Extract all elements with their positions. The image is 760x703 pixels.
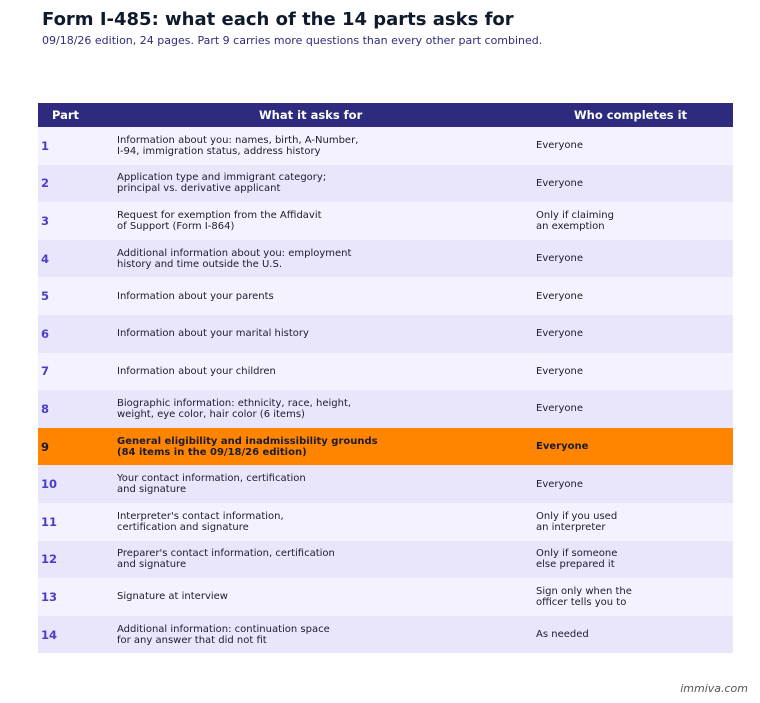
cell-who-completes-it: Only if someone else prepared it <box>536 548 618 571</box>
cell-what-it-asks-for: Request for exemption from the Affidavit of Support (Form I-864) <box>117 209 322 232</box>
cell-what-it-asks-for: Information about your parents <box>117 290 274 302</box>
cell-part: 10 <box>41 477 58 492</box>
table-row-highlighted <box>38 428 733 466</box>
cell-what-it-asks-for: Preparer's contact information, certification and signature <box>117 548 335 571</box>
cell-who-completes-it: Everyone <box>536 253 584 265</box>
cell-part: 3 <box>41 213 50 228</box>
cell-what-it-asks-for: Additional information about you: employment history and time outside the U.S. <box>117 247 352 270</box>
cell-part: 9 <box>41 439 50 454</box>
cell-who-completes-it: Everyone <box>536 290 584 302</box>
cell-what-it-asks-for: Information about you: names, birth, A-Number, I-94, immigration status, address history <box>117 134 359 157</box>
table-row <box>38 315 733 353</box>
table-row <box>38 465 733 503</box>
source-credit: immiva.com <box>680 682 748 695</box>
cell-what-it-asks-for: Application type and immigrant category; principal vs. derivative applicant <box>117 172 327 195</box>
table-row <box>38 578 733 616</box>
cell-what-it-asks-for: Information about your marital history <box>117 328 309 340</box>
cell-what-it-asks-for: Signature at interview <box>117 591 228 603</box>
cell-part: 13 <box>41 589 58 604</box>
cell-part: 4 <box>41 251 50 266</box>
cell-who-completes-it: Everyone <box>536 441 589 453</box>
cell-who-completes-it: Only if claiming an exemption <box>536 209 614 232</box>
cell-part: 1 <box>41 138 50 153</box>
cell-who-completes-it: Sign only when the officer tells you to <box>536 585 632 608</box>
cell-who-completes-it: Everyone <box>536 365 584 377</box>
cell-what-it-asks-for: Your contact information, certification and signature <box>117 473 306 496</box>
cell-what-it-asks-for: Biographic information: ethnicity, race, height, weight, eye color, hair color (6 items) <box>117 397 352 420</box>
cell-what-it-asks-for: Additional information: continuation space for any answer that did not fit <box>117 623 330 646</box>
table-row <box>38 202 733 240</box>
cell-part: 7 <box>41 364 50 379</box>
header-part: Part <box>52 108 80 122</box>
cell-part: 12 <box>41 552 58 567</box>
table-row <box>38 390 733 428</box>
cell-who-completes-it: Everyone <box>536 177 584 189</box>
cell-who-completes-it: Everyone <box>536 478 584 490</box>
cell-what-it-asks-for: Interpreter's contact information, certification and signature <box>117 510 284 533</box>
table-row <box>38 277 733 315</box>
table-row <box>38 616 733 654</box>
table-row <box>38 240 733 278</box>
cell-part: 2 <box>41 176 50 191</box>
cell-who-completes-it: Everyone <box>536 403 584 415</box>
table-row <box>38 127 733 165</box>
chart-subtitle: 09/18/26 edition, 24 pages. Part 9 carries more questions than every other part combined. <box>42 34 543 47</box>
cell-part: 14 <box>41 627 58 642</box>
cell-what-it-asks-for: General eligibility and inadmissibility grounds (84 items in the 09/18/26 edition) <box>117 435 378 458</box>
cell-who-completes-it: As needed <box>536 629 589 641</box>
table-body <box>38 127 733 653</box>
table-row <box>38 353 733 391</box>
cell-part: 11 <box>41 514 58 529</box>
table-row <box>38 503 733 541</box>
header-what-it-asks-for: What it asks for <box>259 108 363 122</box>
table-header <box>38 103 733 127</box>
header-who-completes-it: Who completes it <box>574 108 688 122</box>
cell-part: 6 <box>41 326 50 341</box>
parts-table <box>38 103 733 653</box>
cell-who-completes-it: Only if you used an interpreter <box>536 510 618 533</box>
cell-what-it-asks-for: Information about your children <box>117 365 276 377</box>
table-row <box>38 165 733 203</box>
cell-part: 8 <box>41 401 50 416</box>
cell-part: 5 <box>41 289 50 304</box>
chart-title: Form I-485: what each of the 14 parts asks for <box>42 9 514 30</box>
cell-who-completes-it: Everyone <box>536 140 584 152</box>
table-row <box>38 541 733 579</box>
cell-who-completes-it: Everyone <box>536 328 584 340</box>
